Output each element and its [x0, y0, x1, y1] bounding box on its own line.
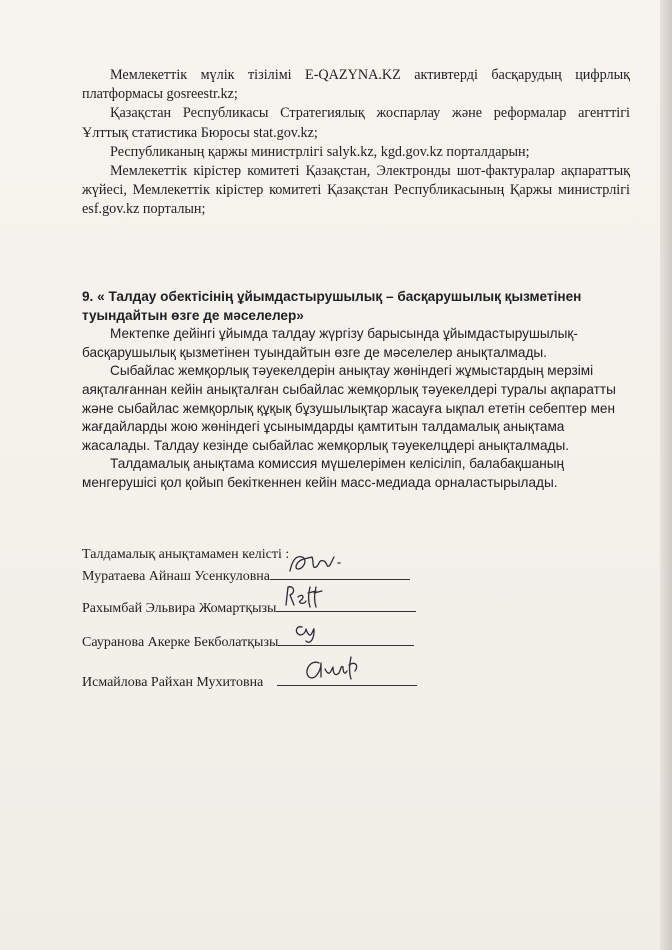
signatory-name: Сауранова Акерке Бекболатқызы [82, 635, 279, 650]
section-heading: 9. « Талдау обектісінің ұйымдастырушылық – басқарушылық қызметінен туындайтын өзге де мәселелер» [82, 289, 582, 323]
signatory-row [82, 597, 462, 617]
handwritten-signature [280, 581, 340, 611]
signature-line [278, 631, 414, 646]
paragraph: Мемлекеттік мүлік тізілімі E-QAZYNA.KZ активтерді басқарудың цифрлық платформасы gosreestr.kz; [82, 67, 630, 103]
paragraph: Мектепке дейінгі ұйымда талдау жүргізу барысында ұйымдастырушылық-басқарушылық қызметінен туындайтын өзге де мәселелер анықталмады. [82, 326, 578, 360]
handwritten-signature [297, 651, 377, 685]
paragraph: Талдамалық анықтама комиссия мүшелерімен келісіліп, балабақшаның менгерушісі қол қойып бекіткеннен кейін масс-медиада орналастырылады. [82, 456, 565, 490]
paragraph: Республиканың қаржы министрлігі salyk.kz, kgd.gov.kz порталдарын; [110, 143, 530, 160]
signatory-row [82, 631, 462, 651]
signatory-row [82, 565, 462, 585]
sources-list [82, 66, 630, 220]
agreement-intro: Талдамалық анықтамамен келісті : [82, 547, 290, 562]
paragraph: Мемлекеттік кірістер комитеті Қазақстан, Электронды шот-фактуралар ақпараттық жүйесі, Мемлекеттік кірістер комитеті Қазақстан Республикасының Қаржы министрлігі esf.gov.kz порталын; [82, 163, 630, 218]
paragraph: Сыбайлас жемқорлық тәуекелдерін анықтау жөніндегі жұмыстардың мерзімі аяқталғаннан кейін анықталған сыбайлас жемқорлық тәуекелдері туралы ақпаратты және сыбайлас жемқорлық құқық бұзушылықтар жасауға ықпал ететін себептер мен жағдайларды жою жөніндегі ұсынымдарды қамтитын талдамалық анықтама жасалады. Талдау кезінде сыбайлас жемқорлық тәуекелцдері анықталмады. [82, 363, 616, 453]
handwritten-signature [288, 615, 328, 645]
signatory-row [82, 671, 462, 691]
signatory-name: Рахымбай Эльвира Жомартқызы [82, 601, 277, 616]
signature-line [276, 597, 416, 612]
signature-line [277, 671, 417, 686]
signature-line [270, 565, 410, 580]
page-edge [660, 0, 672, 950]
handwritten-signature [282, 545, 362, 579]
section-9 [82, 288, 630, 493]
signatory-name: Исмайлова Райхан Мухитовна [82, 675, 264, 690]
signatory-name: Муратаева Айнаш Усенкуловна [82, 569, 271, 584]
paragraph: Қазақстан Республикасы Стратегиялық жоспарлау және реформалар агенттігі Ұлттық статистика Бюросы stat.gov.kz; [82, 105, 630, 141]
